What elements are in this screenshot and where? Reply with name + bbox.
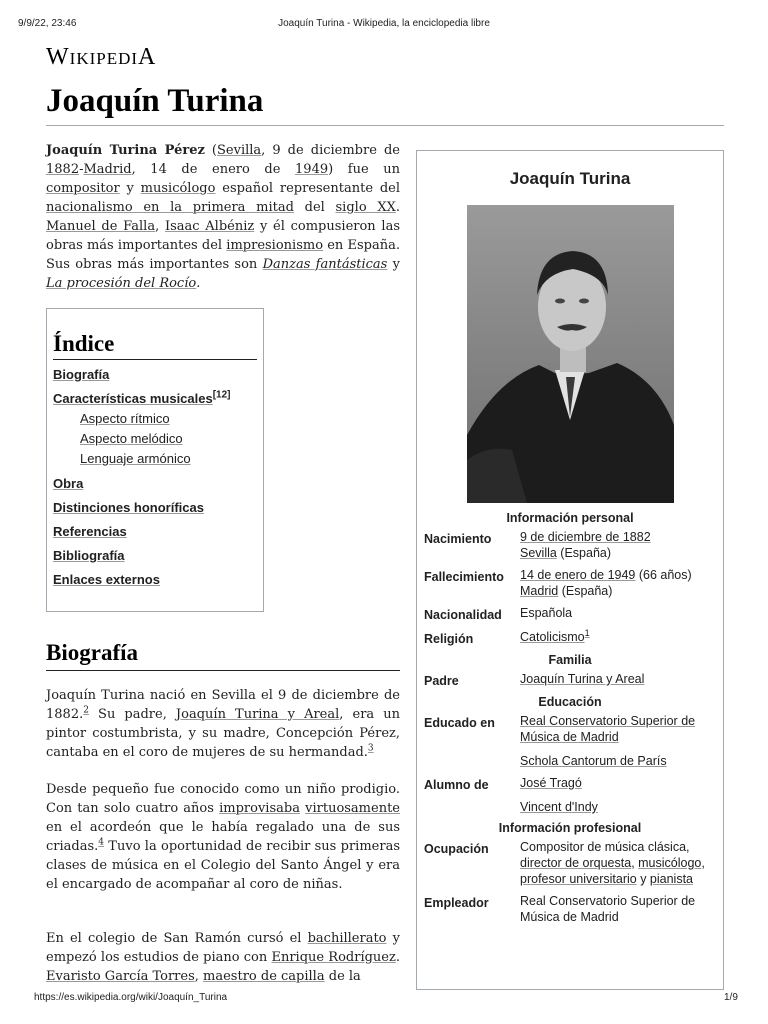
bio-text: y empezó los estudios de piano con [46,931,400,965]
link-catolicismo[interactable]: Catolicismo [520,630,585,644]
toc-item-enlaces[interactable]: Enlaces externos [53,572,160,587]
infobox-value [520,839,716,887]
infobox-rows [417,507,723,931]
section-divider [46,670,400,671]
bio-text: Joaquín Turina nació en Sevilla el 9 de diciembre de 1882. [46,688,400,722]
link-pianista[interactable]: pianista [649,872,694,886]
ref-2[interactable]: 2 [83,705,89,716]
bio-paragraph-2 [46,780,400,894]
link-birth-date[interactable]: 9 de diciembre de 1882 [520,530,651,544]
lead-text: y él compusieron las obras más importantes del [46,219,400,253]
toc-item-lenguaje-armonico[interactable]: Lenguaje armónico [80,451,191,466]
toc-item-aspecto-melodico[interactable]: Aspecto melódico [80,431,183,446]
infobox-row-ocupacion [417,839,723,887]
lead-text: ) fue un [328,162,400,177]
link-joaquin-turina-y-areal[interactable]: Joaquín Turina y Areal [175,707,340,722]
bio-paragraph-1 [46,686,400,762]
section-heading-biografia: Biografía [46,640,138,665]
lead-text: ( [204,143,217,158]
link-enrique-rodriguez[interactable]: Enrique Rodríguez [271,950,396,965]
lead-text: del [293,200,336,215]
ref-1[interactable]: 1 [584,627,590,638]
link-maestro-de-capilla[interactable]: maestro de capilla [203,969,325,984]
occupation-text: Compositor de música clásica, [520,840,690,854]
link-1949[interactable]: 1949 [295,162,329,177]
print-timestamp: 9/9/22, 23:46 [18,18,77,29]
infobox-value [520,629,716,647]
infobox-value [520,529,716,561]
infobox-row-educado-en [417,713,723,769]
infobox-label: Religión [424,632,474,646]
infobox-label: Educado en [424,716,495,730]
infobox-label: Padre [424,674,459,688]
infobox-label: Nacionalidad [424,608,502,622]
lead-text: , [155,219,165,234]
toc-item-bibliografia[interactable]: Bibliografía [53,548,125,563]
toc-item-ref: [12] [212,389,231,401]
ref-3[interactable]: 3 [367,743,374,754]
infobox-value: Española [520,606,573,620]
toc-item-referencias[interactable]: Referencias [53,524,127,539]
infobox [416,150,724,990]
infobox-row-alumno-de [417,775,723,815]
link-padre[interactable]: Joaquín Turina y Areal [520,672,645,686]
link-impresionismo[interactable]: impresionismo [226,238,324,253]
lead-text: y [387,257,400,272]
infobox-row-nacimiento [417,529,723,561]
lead-text: y [119,181,141,196]
link-death-date[interactable]: 14 de enero de 1949 [520,568,636,582]
infobox-label: Empleador [424,896,489,910]
infobox-value: Real Conservatorio Superior de Música de Madrid [520,894,696,924]
link-virtuosamente[interactable]: virtuosamente [305,801,400,816]
print-page-title: Joaquín Turina - Wikipedia, la enciclopedia libre [278,18,490,29]
bio-text: en el acordeón que le había regalado una de sus criadas. [46,820,400,854]
infobox-row-fallecimiento [417,567,723,599]
wikipedia-logo[interactable]: WikipediA [46,44,157,70]
lead-paragraph [46,141,400,293]
infobox-value [520,775,716,815]
bio-text: En el colegio de San Ramón cursó el [46,931,308,946]
occupation-text: , [701,856,705,870]
lead-text: . [196,276,201,291]
portrait-photo[interactable] [467,205,674,503]
toc-item-label[interactable]: Características musicales [53,391,213,406]
occupation-text: y [636,872,650,886]
link-director-de-orquesta[interactable]: director de orquesta [520,856,632,870]
toc-title: Índice [53,331,257,360]
infobox-label: Alumno de [424,778,489,792]
toc-item-caracteristicas[interactable] [53,391,257,408]
link-1882[interactable]: 1882 [46,162,80,177]
lead-text: - [79,162,84,177]
print-url: https://es.wikipedia.org/wiki/Joaquín_Turina [34,992,228,1003]
link-sevilla[interactable]: Sevilla [217,143,262,158]
infobox-section-educacion: Educación [538,695,602,709]
infobox-row-religion [417,629,723,647]
link-madrid[interactable]: Madrid [83,162,132,177]
bio-text: de la [324,969,361,984]
link-musicologo[interactable]: musicólogo [140,181,216,196]
bio-text: , era un pintor costumbrista, y su madre, Concepción Pérez, cantaba en el coro de mujeres de su hermandad. [46,707,400,760]
link-vincent-dindy[interactable]: Vincent d'Indy [520,800,598,814]
link-musicologo-2[interactable]: musicólogo [638,856,702,870]
infobox-section-familia: Familia [548,653,592,667]
bio-text: Su padre, [88,707,176,722]
link-profesor-universitario[interactable]: profesor universitario [520,872,637,886]
link-danzas-fantasticas[interactable]: Danzas fantásticas [262,257,388,272]
bio-text: Tuvo la oportunidad de recibir sus primeras clases de música en el Colegio del Santo Ángel y era el encargado de acompañar al coro de niñas. [46,839,400,892]
infobox-section-personal: Información personal [506,511,634,525]
link-manuel-de-falla[interactable]: Manuel de Falla [46,219,156,234]
lead-text: , 14 de enero de [131,162,296,177]
occupation-text: , [631,856,639,870]
toc-item-biografia[interactable]: Biografía [53,367,110,382]
link-evaristo-garcia-torres[interactable]: Evaristo García Torres [46,969,195,984]
bio-text: , [194,969,204,984]
lead-text: . [395,200,401,215]
infobox-title: Joaquín Turina [509,169,631,188]
infobox-label: Ocupación [424,842,489,856]
lead-text: en España. Sus obras más importantes son [46,238,400,272]
toc-item-distinciones[interactable]: Distinciones honoríficas [53,500,204,515]
bio-text: Desde pequeño fue conocido como un niño prodigio. Con tan solo cuatro años [46,782,400,816]
link-la-procesion-del-rocio[interactable]: La procesión del Rocío [46,276,197,291]
link-siglo-xx[interactable]: siglo XX [335,200,396,215]
lead-text: , 9 de diciembre de [261,143,400,158]
infobox-row-empleador [417,893,723,925]
print-page-number: 1/9 [724,992,738,1003]
birth-country: (España) [556,546,612,560]
bio-text: . [395,950,400,965]
link-nacionalismo[interactable]: nacionalismo en la primera mitad [46,200,294,215]
link-death-place[interactable]: Madrid [520,584,559,598]
lead-text: español representante del [215,181,400,196]
link-improvisaba[interactable]: improvisaba [219,801,300,816]
link-conservatorio[interactable]: Real Conservatorio Superior de Música de Madrid [520,714,696,744]
ref-4[interactable]: 4 [98,837,105,848]
toc-item-obra[interactable]: Obra [53,476,84,491]
link-birth-place[interactable]: Sevilla [520,546,557,560]
link-isaac-albeniz[interactable]: Isaac Albéniz [164,219,255,234]
table-of-contents [46,308,264,612]
infobox-label: Fallecimiento [424,570,504,584]
infobox-value [520,567,716,599]
link-bachillerato[interactable]: bachillerato [307,931,387,946]
infobox-label: Nacimiento [424,532,492,546]
link-jose-trago[interactable]: José Tragó [520,776,582,790]
infobox-value [520,713,716,769]
toc-item-aspecto-ritmico[interactable]: Aspecto rítmico [80,411,170,426]
bio-paragraph-3 [46,929,400,986]
link-compositor[interactable]: compositor [46,181,120,196]
infobox-row-nacionalidad [417,605,723,623]
link-schola-cantorum[interactable]: Schola Cantorum de París [520,754,667,768]
infobox-section-profesional: Información profesional [498,821,642,835]
title-divider [46,125,724,126]
lead-name: Joaquín Turina Pérez [46,143,205,158]
article-title: Joaquín Turina [46,83,264,119]
infobox-value [520,671,716,689]
death-country: (España) [558,584,613,598]
infobox-row-padre [417,671,723,689]
death-age: (66 años) [635,568,692,582]
